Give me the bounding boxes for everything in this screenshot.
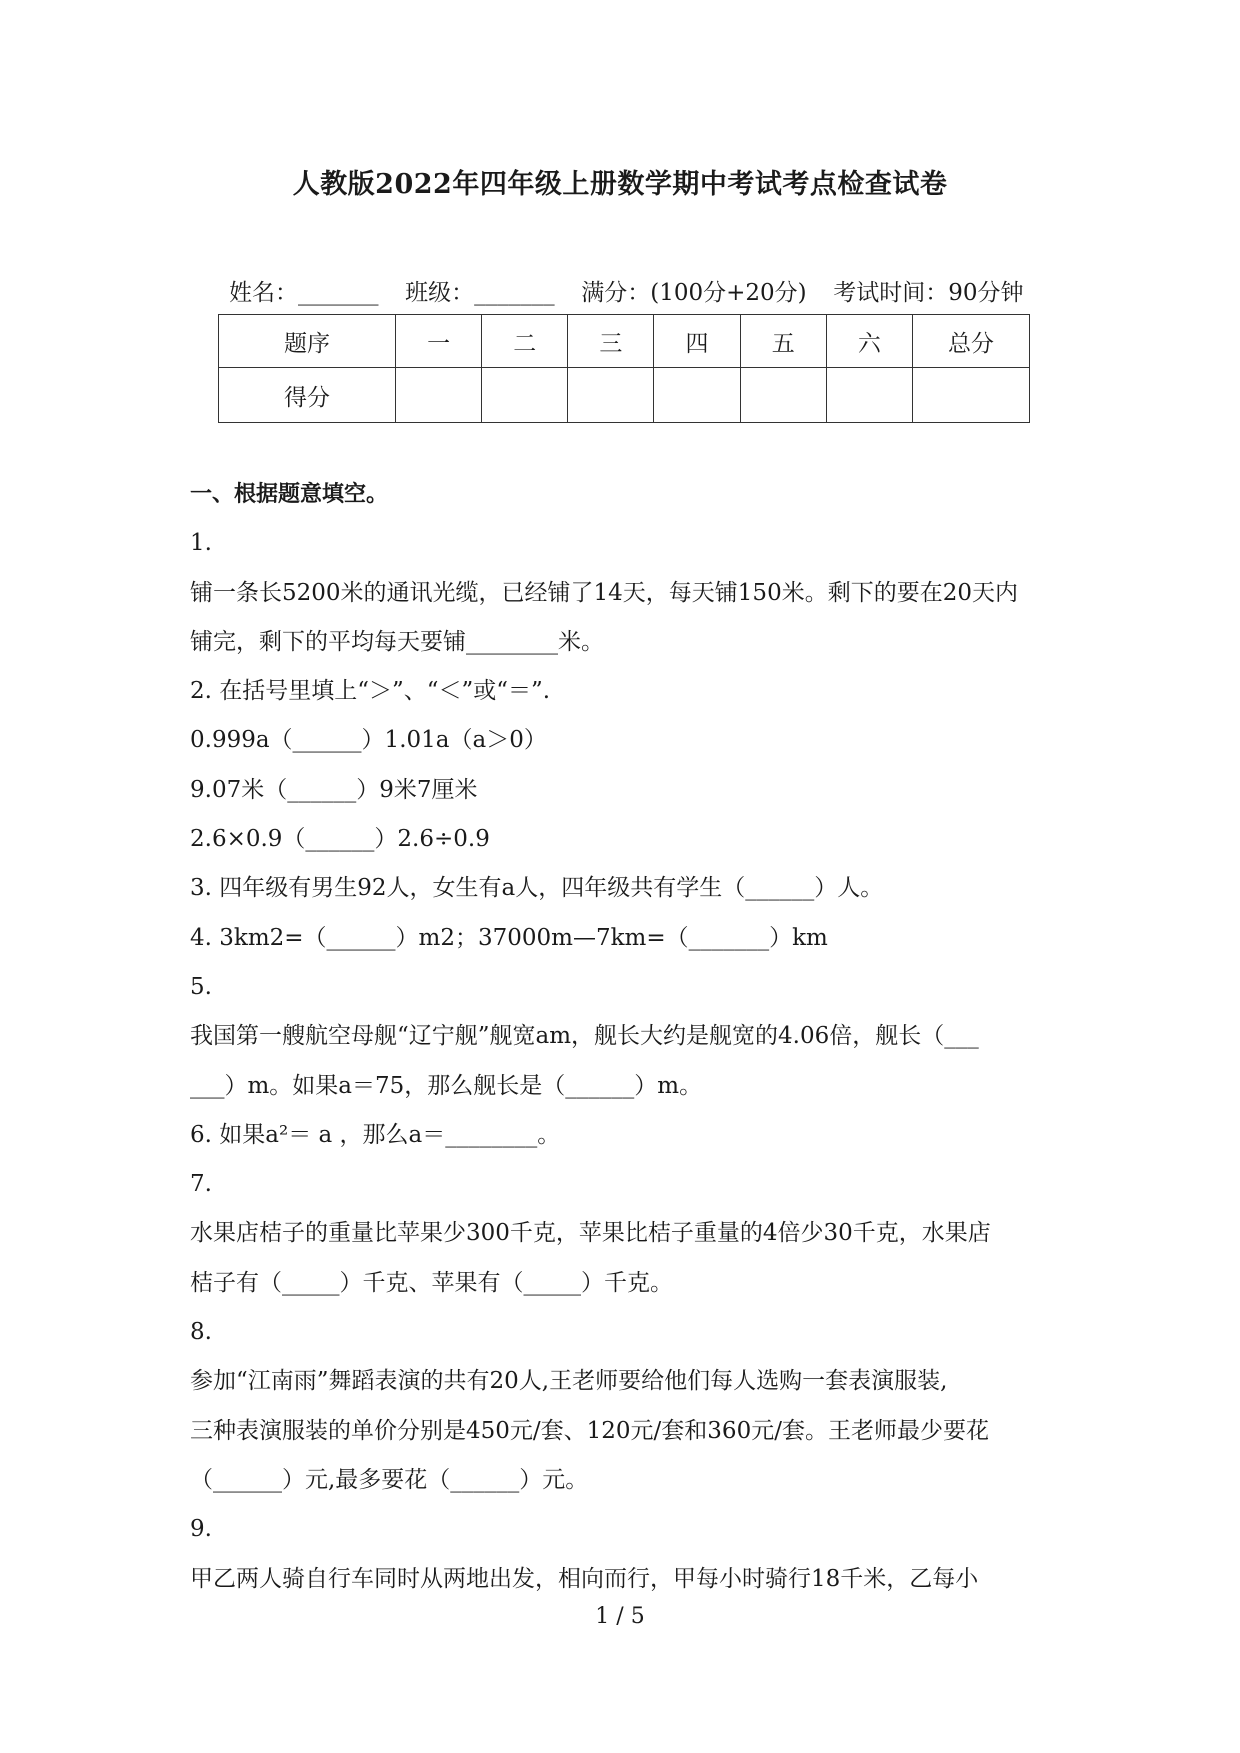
page-title: 人教版2022年四年级上册数学期中考试考点检查试卷 (292, 169, 948, 200)
score-cell[interactable] (654, 368, 740, 423)
score-header-cell: 一 (396, 315, 482, 368)
question-line: 0.999a（______）1.01a（a＞0） (190, 727, 547, 754)
question-line: 铺完，剩下的平均每天要铺________米。 (190, 628, 604, 655)
score-header-cell: 六 (826, 315, 912, 368)
question-line: 水果店桔子的重量比苹果少300千克，苹果比桔子重量的4倍少30千克，水果店 (190, 1220, 991, 1247)
question-line: 7. (190, 1171, 212, 1198)
score-row-label: 得分 (219, 368, 396, 423)
question-line: 9. (190, 1516, 212, 1543)
score-table-header-row (219, 315, 1030, 368)
score-table-score-row (219, 368, 1030, 423)
question-line: 甲乙两人骑自行车同时从两地出发，相向而行，甲每小时骑行18千米，乙每小 (190, 1565, 979, 1592)
question-line: 参加“江南雨”舞蹈表演的共有20人,王老师要给他们每人选购一套表演服装, (190, 1368, 948, 1395)
question-line: 9.07米（______）9米7厘米 (190, 776, 478, 803)
score-cell[interactable] (913, 368, 1030, 423)
score-cell[interactable] (396, 368, 482, 423)
score-table (218, 314, 1030, 423)
score-cell[interactable] (740, 368, 826, 423)
question-line: 2.6×0.9（______）2.6÷0.9 (190, 826, 490, 853)
score-cell[interactable] (568, 368, 654, 423)
question-line: 6. 如果a²＝ a ，那么a＝________。 (190, 1121, 561, 1148)
question-line: 1. (190, 530, 212, 557)
full-score-label: 满分：(100分+20分) (581, 280, 807, 306)
score-cell[interactable] (482, 368, 568, 423)
student-info-line (229, 274, 1029, 307)
class-field: 班级：_______ (405, 280, 555, 306)
section-heading: 一、根据题意填空。 (190, 482, 389, 507)
score-header-cell: 四 (654, 315, 740, 368)
name-field: 姓名：_______ (229, 280, 379, 306)
page-number: 1 / 5 (595, 1604, 645, 1629)
question-line: 8. (190, 1319, 212, 1346)
section-fill-in-blank (190, 470, 1060, 1604)
exam-time-label: 考试时间：90分钟 (833, 280, 1024, 306)
question-line: 三种表演服装的单价分别是450元/套、120元/套和360元/套。王老师最少要花 (190, 1417, 989, 1444)
question-line: 2. 在括号里填上“＞”、“＜”或“＝”. (190, 678, 551, 705)
score-header-cell: 二 (482, 315, 568, 368)
question-line: 桔子有（_____）千克、苹果有（_____）千克。 (190, 1269, 673, 1296)
score-header-cell: 总分 (913, 315, 1030, 368)
question-line: 我国第一艘航空母舰“辽宁舰”舰宽am，舰长大约是舰宽的4.06倍，舰长（___ (190, 1023, 979, 1050)
score-header-cell: 题序 (219, 315, 396, 368)
question-line: （______）元,最多要花（______）元。 (190, 1466, 589, 1493)
question-line: 铺一条长5200米的通讯光缆，已经铺了14天，每天铺150米。剩下的要在20天内 (190, 579, 1018, 606)
question-line: 4. 3km2=（______）m2；37000m—7km=（_______）km (190, 924, 828, 951)
score-header-cell: 三 (568, 315, 654, 368)
question-line: ___）m。如果a＝75，那么舰长是（______）m。 (190, 1072, 703, 1099)
question-line: 3. 四年级有男生92人，女生有a人，四年级共有学生（______）人。 (190, 875, 884, 902)
question-line: 5. (190, 973, 212, 1000)
score-header-cell: 五 (740, 315, 826, 368)
score-cell[interactable] (826, 368, 912, 423)
